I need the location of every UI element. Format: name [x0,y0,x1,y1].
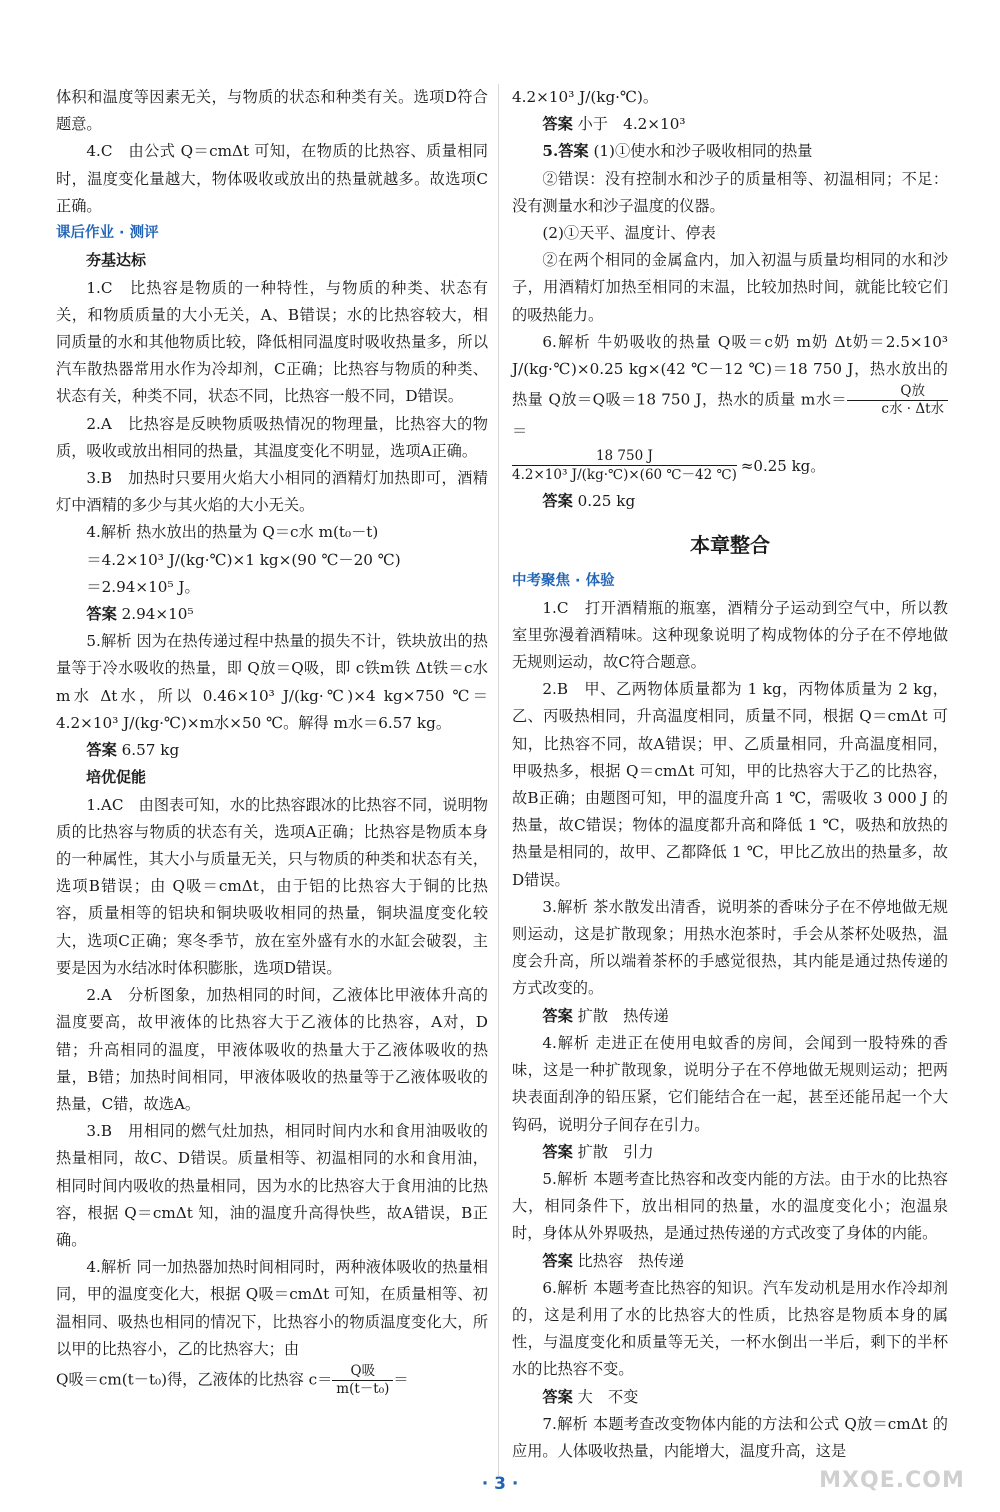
answer-item: 4.C 由公式 Q＝cmΔt 可知，在物质的比热容、质量相同时，温度变化量越大，物体吸收或放出的热量就越多。故选项C正确。 [56,142,488,215]
chapter-title: 本章整合 [690,532,770,557]
answer-item: 4.解析 走进正在使用电蚊香的房间，会闻到一股特殊的香味，这是一种扩散现象，说明分子在不停地做无规则运动；把两块表面刮净的铅压紧，它们能结合在一起，甚至还能吊起一个大钩码，说明分子间存在引力。 [512,1033,948,1134]
answer-item: 3.解析 茶水散发出清香，说明茶的香味分子在不停地做无规则运动，这是扩散现象；用热水泡茶时，手会从茶杯处吸热，温度会升高，所以端着茶杯的手感觉很热，其内能是通过热传递的方式改变的。 [512,897,948,998]
fraction-denominator: c水 · Δt水 [881,401,944,418]
answer-label: 答案 [86,604,117,623]
answer-line [512,1248,948,1275]
equation-text: ≈0.25 kg。 [740,457,826,476]
answer-line [512,1384,948,1411]
equation-line: ＝4.2×10³ J/(kg·℃)×1 kg×(90 ℃－20 ℃) [86,550,401,569]
page-number: · 3 · [481,1474,519,1494]
fraction [332,1363,393,1398]
equation-line: 4.2×10³ J/(kg·℃)。 [512,88,659,106]
answer-line [56,601,488,628]
answer-value: 6.57 kg [116,740,180,759]
answer-label: 答案 [542,492,573,511]
answer-item: 5.解析 本题考查比热容和改变内能的方法。由于水的比热容大，相同条件下，放出相同的热量，水的温度变化小；泡温泉时，身体从外界吸热，是通过热传递的方式改变了身体的内能。 [512,1169,948,1243]
equation-text: ＝ [393,1370,409,1389]
text-line: 体积和温度等因素无关，与物质的状态和种类有关。选项D符合题意。 [56,88,488,134]
answer-line [512,488,948,515]
fraction [512,447,737,484]
answer-label: 答案 [542,1142,573,1161]
answer-label: 答案 [542,115,573,134]
subsection-heading: 夯基达标 [86,251,147,270]
answer-item: ②错误：没有控制水和沙子的质量相等、初温相同；不足：没有测量水和沙子温度的仪器。 [512,169,948,215]
answer-line [512,1139,948,1166]
answer-item: 5.解析 因为在热传递过程中热量的损失不计，铁块放出的热量等于冷水吸收的热量，即 Q放＝Q吸，即 c铁m铁 Δt铁＝c水m水 Δt水，所以 0.46×10³ J/(kg·℃)×4 kg×750 ℃＝4.2×10³ J/(kg·℃)×m水×50 ℃。解得 m水＝6.57 kg。 [56,632,488,732]
answer-value: 2.94×10⁵ [116,604,194,623]
answer-line [512,1003,948,1030]
answer-item [512,329,948,446]
subsection-heading: 培优促能 [86,768,147,787]
answer-item: 4.解析 同一加热器加热时间相同时，两种液体吸收的热量相同，甲的温度变化大，根据 Q吸＝cmΔt 可知，在质量相等、初温相同、吸热也相同的情况下，比热容小的物质温度变化大，所以甲的比热容小，乙的比热容大；由 [56,1258,488,1358]
answer-value: 扩散 热传递 [572,1006,669,1025]
answer-value: 比热容 热传递 [572,1251,684,1270]
fraction-numerator: Q吸 [332,1363,393,1381]
answer-value: 扩散 引力 [572,1142,654,1161]
equation-text: ＝ [512,422,528,441]
answer-item: 2.A 比热容是反映物质吸热情况的物理量，比热容大的物质，吸收或放出相同的热量，其温度变化不明显，选项A正确。 [56,414,488,460]
answer-item: 7.解析 本题考查改变物体内能的方法和公式 Q放＝cmΔt 的应用。人体吸收热量，内能增大，温度升高，这是 [512,1414,948,1460]
equation-text: Q吸＝cm(t－t₀)得，乙液体的比热容 c＝ [56,1370,333,1389]
section-heading: 课后作业 · 测评 [56,225,159,242]
answer-item: 1.AC 由图表可知，水的比热容跟冰的比热容不同，说明物质的比热容与物质的状态有关，选项A正确；比热容是物质本身的一种属性，其大小与质量无关，只与物质的种类和状态有关，选项B错误；由 Q吸＝cmΔt，由于铝的比热容大于铜的比热容，质量相等的铝块和铜块吸收相同的热量，铜块温度变化较大，选项C正确；寒冬季节，放在室外盛有水的水缸会破裂，主要是因为水结冰时体积膨胀，选项D错误。 [56,795,488,977]
fraction-numerator: 18 750 J [512,447,737,466]
watermark-text: MXQE.COM [819,1467,965,1493]
answer-item: (2)①天平、温度计、停表 [542,224,716,243]
equation-line [56,1363,488,1398]
answer-item: 1.C 打开酒精瓶的瓶塞，酒精分子运动到空气中，所以教室里弥漫着酒精味。这种现象说明了构成物体的分子在不停地做无规则运动，故C符合题意。 [512,598,948,672]
answer-item: 4.解析 热水放出的热量为 Q＝c水 m(t₀－t) [86,523,379,542]
answer-item: 3.B 用相同的燃气灶加热，相同时间内水和食用油吸收的热量相同，故C、D错误。质量相等、初温相同的水和食用油，相同时间内吸收的热量相同，因为水的比热容大于食用油的比热容，根据 Q＝cmΔt 知，油的温度升高得快些，故A错误，B正确。 [56,1122,488,1249]
answer-item: 2.A 分析图象，加热相同的时间，乙液体比甲液体升高的温度要高，故甲液体的比热容大于乙液体的比热容，A对，D错；升高相同的温度，甲液体吸收的热量大于乙液体吸收的热量，B错；加热时间相同，甲液体吸收的热量等于乙液体吸收的热量，C错，故选A。 [56,986,488,1113]
left-column [56,84,488,1398]
answer-item: 6.解析 本题考查比热容的知识。汽车发动机是用水作冷却剂的，这是利用了水的比热容大的性质，比热容是物质本身的属性，与温度变化和质量等无关，一杯水倒出一半后，剩下的半杯水的比热容不变。 [512,1278,948,1379]
answer-label: 答案 [542,1251,573,1270]
answer-item: 3.B 加热时只要用火焰大小相同的酒精灯加热即可，酒精灯中酒精的多少与其火焰的大小无关。 [56,468,488,515]
answer-label: 答案 [542,1387,573,1406]
section-heading: 中考聚焦 · 体验 [512,572,615,589]
answer-value: 大 不变 [572,1387,639,1406]
equation-line: ＝2.94×10⁵ J。 [86,577,200,596]
answer-label: 答案 [542,1006,573,1025]
answer-line [56,737,488,764]
fraction-denominator: 4.2×10³ J/(kg·℃)×(60 ℃－42 ℃) [512,467,737,484]
answer-label: 5.答案 [542,142,589,161]
fraction-denominator: m(t－t₀) [336,1380,390,1397]
answer-line [512,111,948,138]
column-divider [498,84,499,1476]
answer-value: 0.25 kg [572,492,636,511]
fraction-numerator: Q放 [847,383,948,401]
equation-text: 6.解析 牛奶吸收的热量 Q吸＝c奶 m奶 Δt奶＝2.5×10³ J/(kg·℃)×0.25 kg×(42 ℃－12 ℃)＝18 750 J，热水放出的热量 Q放＝Q吸＝18 750 J，热水的质量 m水＝ [512,332,948,409]
answer-value: (1)①使水和沙子吸收相同的热量 [588,142,813,161]
fraction [847,383,948,418]
answer-item [512,138,948,165]
answer-value: 小于 4.2×10³ [572,115,686,134]
answer-item: ②在两个相同的金属盒内，加入初温与质量均相同的水和沙子，用酒精灯加热至相同的末温，比较加热时间，就能比较它们的吸热能力。 [512,251,948,324]
answer-item: 2.B 甲、乙两物体质量都为 1 kg，丙物体质量为 2 kg，乙、丙吸热相同，升高温度相同，质量不同，根据 Q＝cmΔt 可知，比热容不同，故A错误；甲、乙质量相同，升高温度相同，甲吸热多，根据 Q＝cmΔt 可知，甲的比热容大于乙的比热容，故B正确；由题图可知，甲的温度升高 1 ℃，需吸收 3 000 J 的热量，故C错误；物体的温度都升高和降低 1 ℃，吸热和放热的热量是相同的，故甲、乙都降低 1 ℃，甲比乙放出的热量多，故D错误。 [512,680,948,889]
answer-item: 1.C 比热容是物质的一种特性，与物质的种类、状态有关，和物质质量的大小无关，A、B错误；水的比热容较大，相同质量的水和其他物质比较，降低相同温度时吸收热量多，所以汽车散热器常用水作为冷却剂，C正确；比热容与物质的种类、状态有关，种类不同，状态不同，比热容一般不同，D错误。 [56,278,488,406]
answer-label: 答案 [86,740,117,759]
right-column [512,84,948,1465]
watermark-logo [802,1458,982,1502]
fraction-line [512,447,948,484]
